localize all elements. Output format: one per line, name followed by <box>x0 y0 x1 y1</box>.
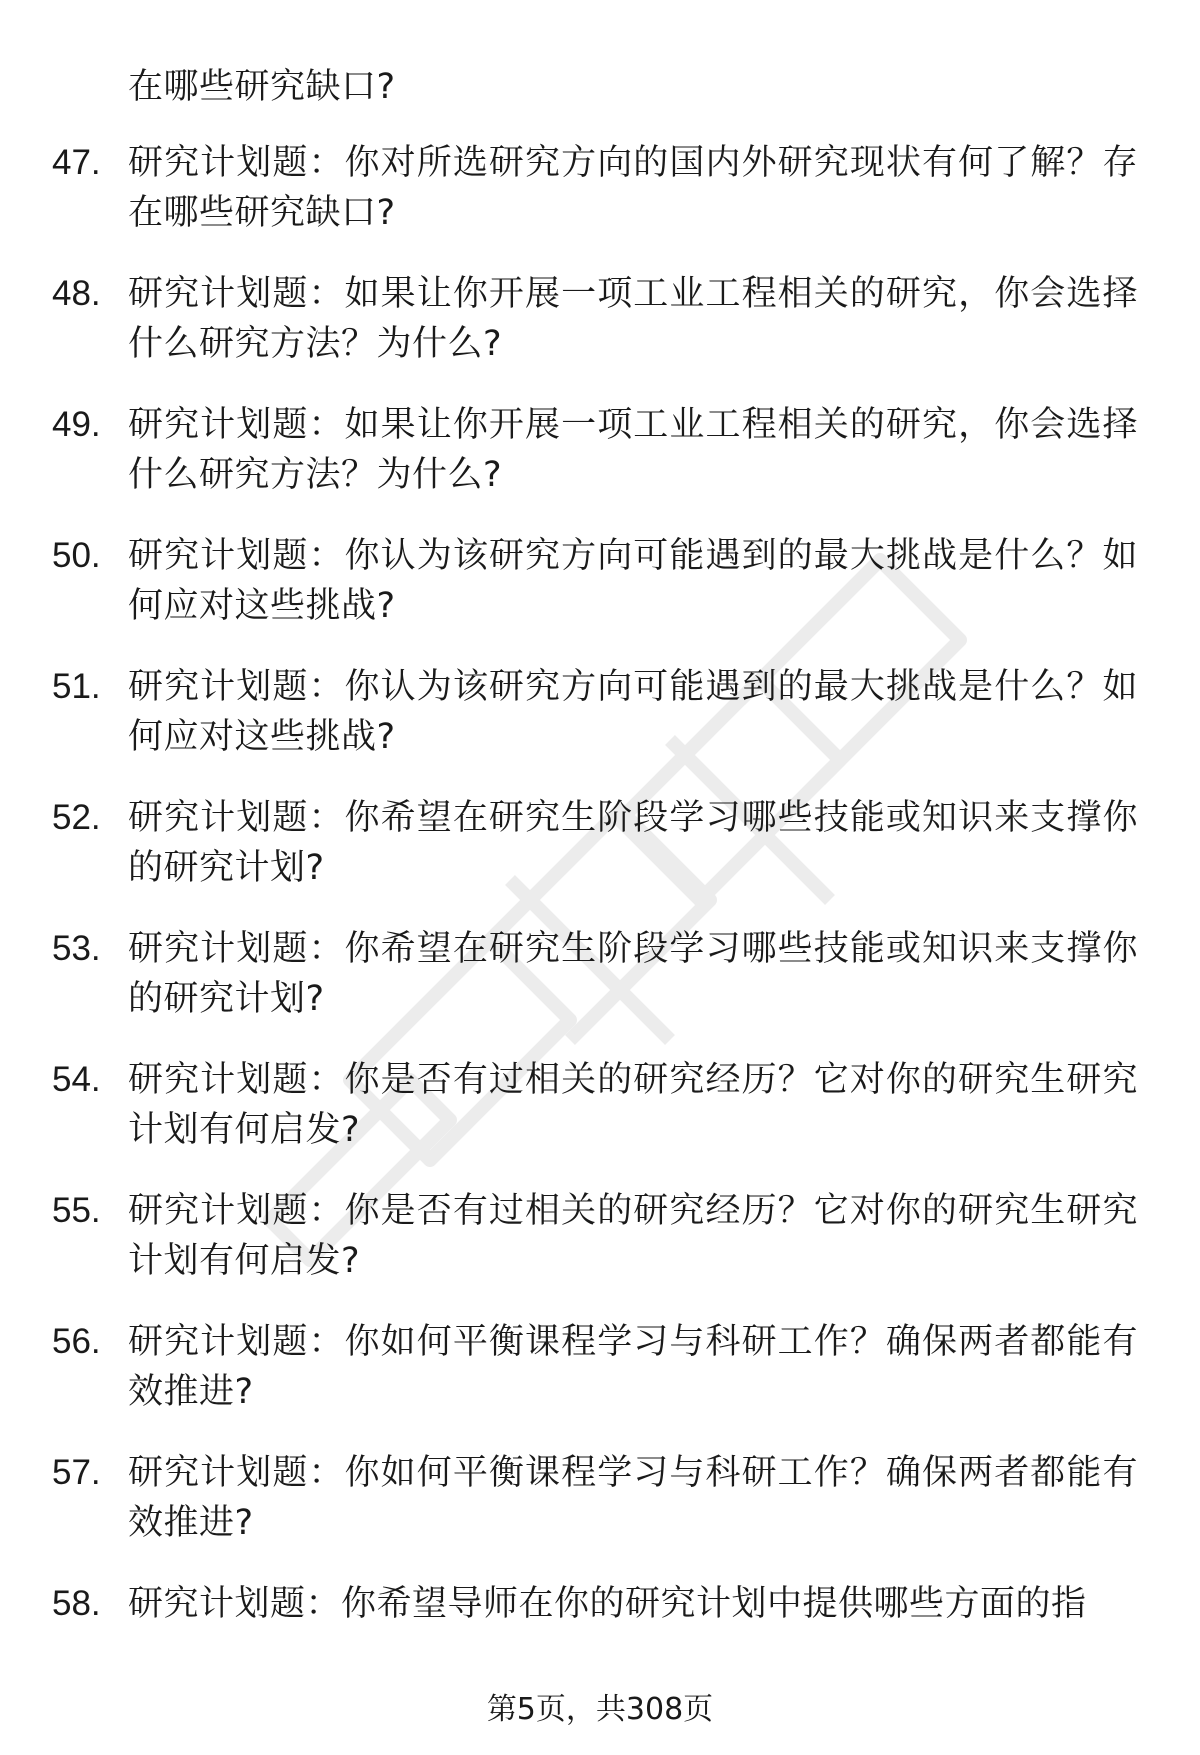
list-item <box>0 1317 1200 1448</box>
question-text: 研究计划题：如果让你开展一项工业工程相关的研究，你会选择什么研究方法？为什么? <box>128 274 1138 364</box>
question-number: 58. <box>52 1584 101 1623</box>
question-text: 研究计划题：你对所选研究方向的国内外研究现状有何了解？存在哪些研究缺口? <box>128 143 1138 233</box>
question-number: 56. <box>52 1322 101 1361</box>
list-item <box>0 1186 1200 1317</box>
page-number-footer: 第5页，共308页 <box>486 1692 714 1727</box>
list-item <box>0 531 1200 662</box>
question-number: 49. <box>52 405 101 444</box>
question-number: 50. <box>52 536 101 575</box>
list-item <box>0 138 1200 269</box>
question-text: 研究计划题：你希望导师在你的研究计划中提供哪些方面的指 <box>128 1584 1087 1624</box>
list-item <box>0 1055 1200 1186</box>
list-item <box>0 400 1200 531</box>
question-text: 研究计划题：你是否有过相关的研究经历？它对你的研究生研究计划有何启发? <box>128 1060 1138 1150</box>
question-text: 研究计划题：你希望在研究生阶段学习哪些技能或知识来支撑你的研究计划? <box>128 798 1138 888</box>
question-text: 研究计划题：你是否有过相关的研究经历？它对你的研究生研究计划有何启发? <box>128 1191 1138 1281</box>
list-item <box>0 662 1200 793</box>
question-number: 47. <box>52 143 101 182</box>
question-list <box>0 138 1200 1710</box>
question-number: 55. <box>52 1191 101 1230</box>
continued-question-text: 在哪些研究缺口? <box>128 67 396 107</box>
question-number: 57. <box>52 1453 101 1492</box>
question-text: 研究计划题：你希望在研究生阶段学习哪些技能或知识来支撑你的研究计划? <box>128 929 1138 1019</box>
question-number: 53. <box>52 929 101 968</box>
question-text: 研究计划题：你认为该研究方向可能遇到的最大挑战是什么？如何应对这些挑战? <box>128 536 1138 626</box>
question-text: 研究计划题：你认为该研究方向可能遇到的最大挑战是什么？如何应对这些挑战? <box>128 667 1138 757</box>
question-text: 研究计划题：如果让你开展一项工业工程相关的研究，你会选择什么研究方法？为什么? <box>128 405 1138 495</box>
question-number: 52. <box>52 798 101 837</box>
list-item <box>0 269 1200 400</box>
question-number: 54. <box>52 1060 101 1099</box>
list-item <box>0 793 1200 924</box>
question-number: 48. <box>52 274 101 313</box>
list-item <box>0 1448 1200 1579</box>
list-item <box>0 924 1200 1055</box>
question-number: 51. <box>52 667 101 706</box>
question-text: 研究计划题：你如何平衡课程学习与科研工作？确保两者都能有效推进? <box>128 1322 1138 1412</box>
question-text: 研究计划题：你如何平衡课程学习与科研工作？确保两者都能有效推进? <box>128 1453 1138 1543</box>
